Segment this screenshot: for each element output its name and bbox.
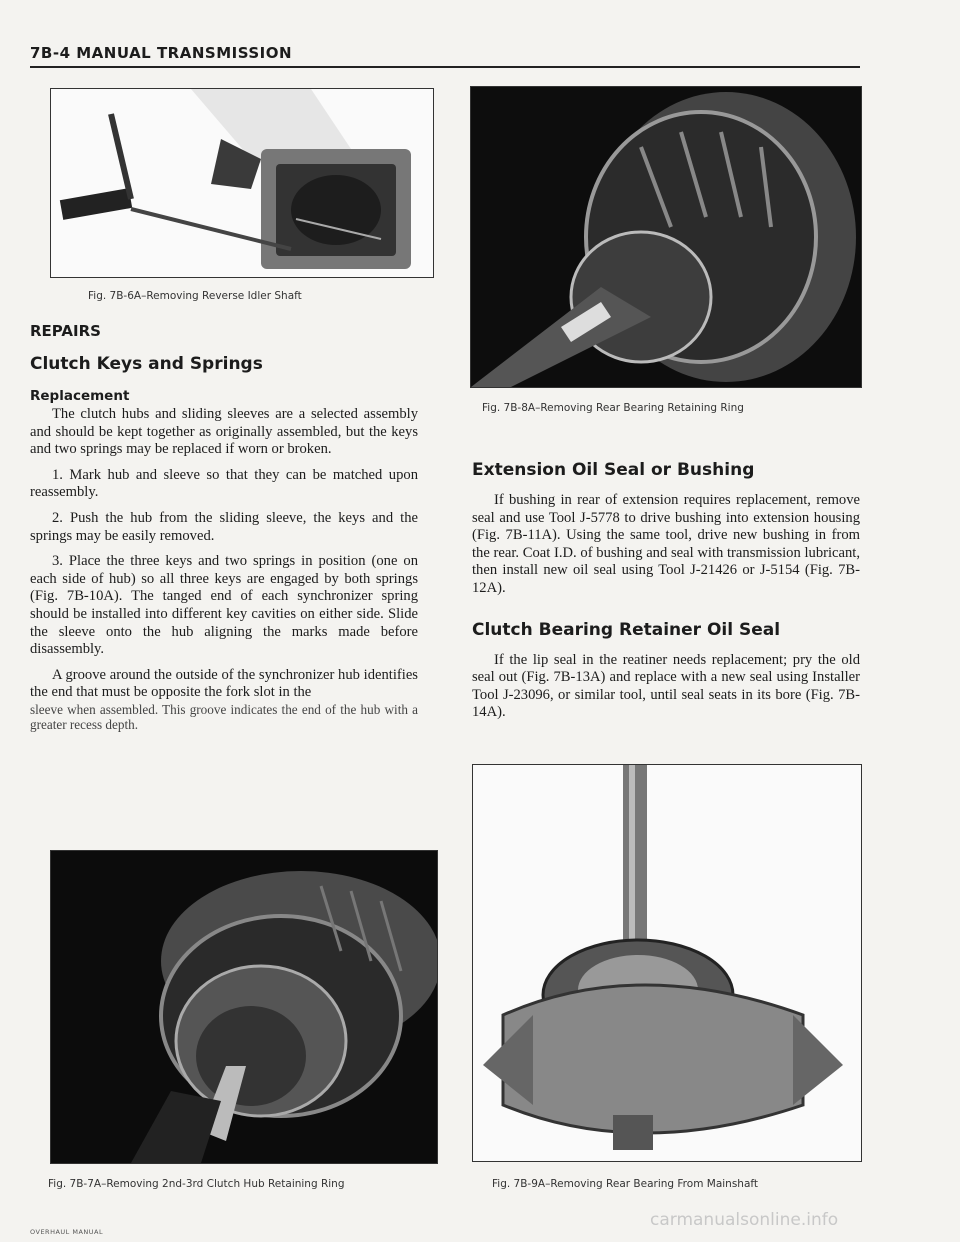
- paragraph: 2. Push the hub from the sliding sleeve, the keys and the springs may be easily removed.: [30, 509, 418, 544]
- figure-caption: Fig. 7B-9A–Removing Rear Bearing From Mainshaft: [492, 1178, 759, 1190]
- paragraph: 1. Mark hub and sleeve so that they can be matched upon reassembly.: [30, 466, 418, 501]
- footer-text: OVERHAUL MANUAL: [30, 1228, 104, 1236]
- figure-rear-bearing-ring-photo: [470, 86, 862, 388]
- paragraph: A groove around the outside of the synchronizer hub identifies the end that must be opposite the fork slot in the: [30, 666, 418, 701]
- right-column: [472, 460, 860, 730]
- left-column: [30, 322, 418, 740]
- sub-heading: Clutch Bearing Retainer Oil Seal: [472, 619, 781, 640]
- paragraph: If the lip seal in the reatiner needs replacement; pry the old seal out (Fig. 7B-13A) and replace with a new seal using Installer Tool J-23096, or similar tool, until seal seats in its bore (Fig. 7B-14A).: [472, 651, 860, 721]
- paragraph: 3. Place the three keys and two springs in position (one on each side of hub) so all three keys are engaged by both springs (Fig. 7B-10A). The tanged end of each synchronizer spring should be installed into different key cavities on either side. Slide the sleeve onto the hub aligning the marks made before disassembly.: [30, 553, 418, 658]
- figure-caption: Fig. 7B-8A–Removing Rear Bearing Retaining Ring: [482, 402, 744, 414]
- page-header-title: 7B-4 MANUAL TRANSMISSION: [30, 44, 293, 62]
- paragraph: The clutch hubs and sliding sleeves are a selected assembly and should be kept together as originally assembled, but the keys and two springs may be replaced if worn or broken.: [30, 406, 418, 458]
- section-heading: REPAIRS: [30, 322, 101, 340]
- figure-clutch-hub-photo: [50, 850, 438, 1164]
- minor-heading: Replacement: [30, 388, 130, 404]
- figure-caption: Fig. 7B-7A–Removing 2nd-3rd Clutch Hub Retaining Ring: [48, 1178, 345, 1190]
- figure-reverse-idler-photo: [50, 88, 434, 278]
- sub-heading: Clutch Keys and Springs: [30, 354, 263, 374]
- sub-heading: Extension Oil Seal or Bushing: [472, 460, 755, 480]
- header-rule: [30, 66, 860, 68]
- figure-rear-bearing-mainshaft-photo: [472, 764, 862, 1162]
- figure-caption: Fig. 7B-6A–Removing Reverse Idler Shaft: [88, 290, 302, 302]
- watermark: carmanualsonline.info: [650, 1210, 839, 1230]
- paragraph-small: sleeve when assembled. This groove indicates the end of the hub with a greater recess depth.: [30, 701, 418, 732]
- paragraph: If bushing in rear of extension requires replacement, remove seal and use Tool J-5778 to drive bushing into extension housing (Fig. 7B-11A). Using the same tool, drive new bushing in from the rear. Coat I.D. of bushing and seal with transmission lubricant, then install new oil seal using Tool J-21426 or J-5154 (Fig. 7B-12A).: [472, 492, 860, 596]
